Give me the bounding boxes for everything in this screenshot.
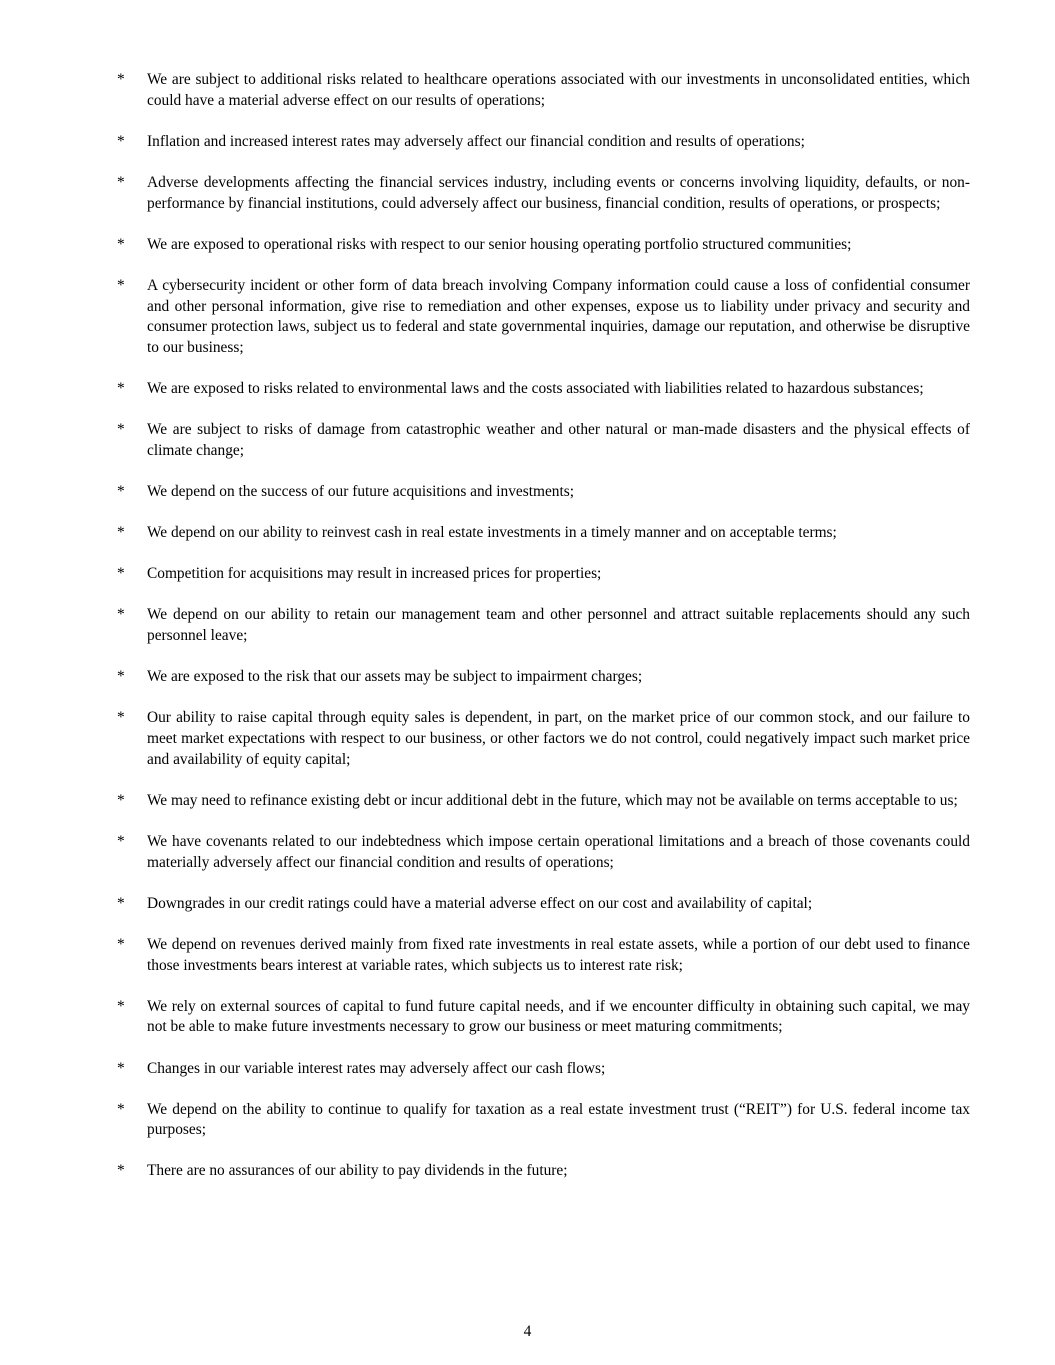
risk-factor-item: [117, 420, 970, 461]
risk-factor-text: A cybersecurity incident or other form of data breach involving Company information could cause a loss of confidential consumer and other personal information, give rise to remediation and other expenses, expose us to liability under privacy and security and consumer protection laws, subject us to federal and state governmental inquiries, damage our reputation, and otherwise be disruptive to our business;: [147, 276, 970, 356]
risk-factor-item: [117, 276, 970, 358]
risk-factor-item: [117, 935, 970, 976]
risk-factor-text: We have covenants related to our indebtedness which impose certain operational limitations and a breach of those covenants could materially adversely affect our financial condition and results of operations;: [147, 832, 970, 871]
bullet-asterisk: *: [117, 71, 125, 88]
risk-factor-text: We rely on external sources of capital to fund future capital needs, and if we encounter difficulty in obtaining such capital, we may not be able to make future investments necessary to grow our business or meet maturing commitments;: [147, 997, 970, 1036]
bullet-asterisk: *: [117, 894, 125, 912]
risk-factor-item: [117, 173, 970, 214]
risk-factor-text: Competition for acquisitions may result in increased prices for properties;: [147, 565, 602, 583]
bullet-asterisk: *: [117, 482, 125, 500]
bullet-asterisk: *: [117, 1162, 125, 1180]
risk-factor-text: Our ability to raise capital through equity sales is dependent, in part, on the market price of our common stock, and our failure to meet market expectations with respect to our business, or other factors we do not control, could negatively impact such market price and availability of equity capital;: [147, 709, 970, 768]
page-number: 4: [523, 1323, 532, 1340]
risk-factor-item: [117, 132, 970, 153]
risk-factor-text: We depend on the ability to continue to qualify for taxation as a real estate investment trust (“REIT”) for U.S. federal income tax purposes;: [147, 1100, 970, 1139]
risk-factor-text: We depend on our ability to reinvest cash in real estate investments in a timely manner and on acceptable terms;: [147, 524, 837, 542]
risk-factor-item: [117, 708, 970, 770]
risk-factor-text: We are exposed to the risk that our assets may be subject to impairment charges;: [147, 668, 643, 686]
bullet-asterisk: *: [117, 276, 125, 294]
risk-factor-item: [117, 1059, 970, 1080]
risk-factor-item: [117, 791, 970, 812]
risk-factor-item: [117, 564, 970, 585]
risk-factor-item: [117, 235, 970, 256]
bullet-asterisk: *: [117, 668, 125, 686]
risk-factor-text: We are subject to risks of damage from catastrophic weather and other natural or man-made disasters and the physical effects of climate change;: [147, 421, 970, 459]
risk-factor-text: We are subject to additional risks related to healthcare operations associated with our investments in unconsolidated entities, which could have a material adverse effect on our results of operations;: [147, 71, 970, 109]
bullet-asterisk: *: [117, 173, 125, 191]
risk-factor-list: [117, 70, 970, 1203]
risk-factor-item: [117, 1100, 970, 1141]
bullet-asterisk: *: [117, 832, 125, 850]
risk-factor-text: We are exposed to operational risks with respect to our senior housing operating portfolio structured communities;: [147, 235, 852, 253]
bullet-asterisk: *: [117, 379, 125, 397]
risk-factor-item: [117, 894, 970, 915]
risk-factor-text: Inflation and increased interest rates may adversely affect our financial condition and results of operations;: [147, 132, 805, 150]
bullet-asterisk: *: [117, 606, 125, 624]
risk-factor-text: We depend on the success of our future acquisitions and investments;: [147, 482, 575, 500]
risk-factor-text: We may need to refinance existing debt or incur additional debt in the future, which may not be available on terms acceptable to us;: [147, 791, 958, 809]
risk-factor-text: We depend on revenues derived mainly from fixed rate investments in real estate assets, while a portion of our debt used to finance those investments bears interest at variable rates, which subjects us to interest rate risk;: [147, 935, 970, 974]
risk-factor-item: [117, 482, 970, 503]
risk-factor-text: We are exposed to risks related to environmental laws and the costs associated with liabilities related to hazardous substances;: [147, 379, 924, 397]
risk-factor-item: [117, 832, 970, 873]
risk-factor-item: [117, 667, 970, 688]
bullet-asterisk: *: [117, 565, 125, 583]
bullet-asterisk: *: [117, 997, 125, 1015]
risk-factor-item: [117, 1161, 970, 1182]
risk-factor-text: Changes in our variable interest rates may adversely affect our cash flows;: [147, 1059, 606, 1077]
risk-factor-text: Downgrades in our credit ratings could have a material adverse effect on our cost and availability of capital;: [147, 894, 813, 912]
bullet-asterisk: *: [117, 132, 125, 150]
bullet-asterisk: *: [117, 1059, 125, 1077]
risk-factor-text: There are no assurances of our ability to pay dividends in the future;: [147, 1162, 568, 1180]
risk-factor-text: Adverse developments affecting the financial services industry, including events or concerns involving liquidity, defaults, or non-performance by financial institutions, could adversely affect our business, financial condition, results of operations, or prospects;: [147, 173, 970, 212]
risk-factor-item: [117, 605, 970, 646]
risk-factor-item: [117, 70, 970, 111]
bullet-asterisk: *: [117, 235, 125, 253]
bullet-asterisk: *: [117, 791, 125, 809]
risk-factor-text: We depend on our ability to retain our management team and other personnel and attract suitable replacements should any such personnel leave;: [147, 606, 970, 645]
risk-factor-item: [117, 523, 970, 544]
bullet-asterisk: *: [117, 421, 125, 439]
bullet-asterisk: *: [117, 1100, 125, 1118]
bullet-asterisk: *: [117, 524, 125, 542]
bullet-asterisk: *: [117, 935, 125, 953]
risk-factor-item: [117, 997, 970, 1038]
bullet-asterisk: *: [117, 709, 125, 727]
risk-factor-item: [117, 379, 970, 400]
